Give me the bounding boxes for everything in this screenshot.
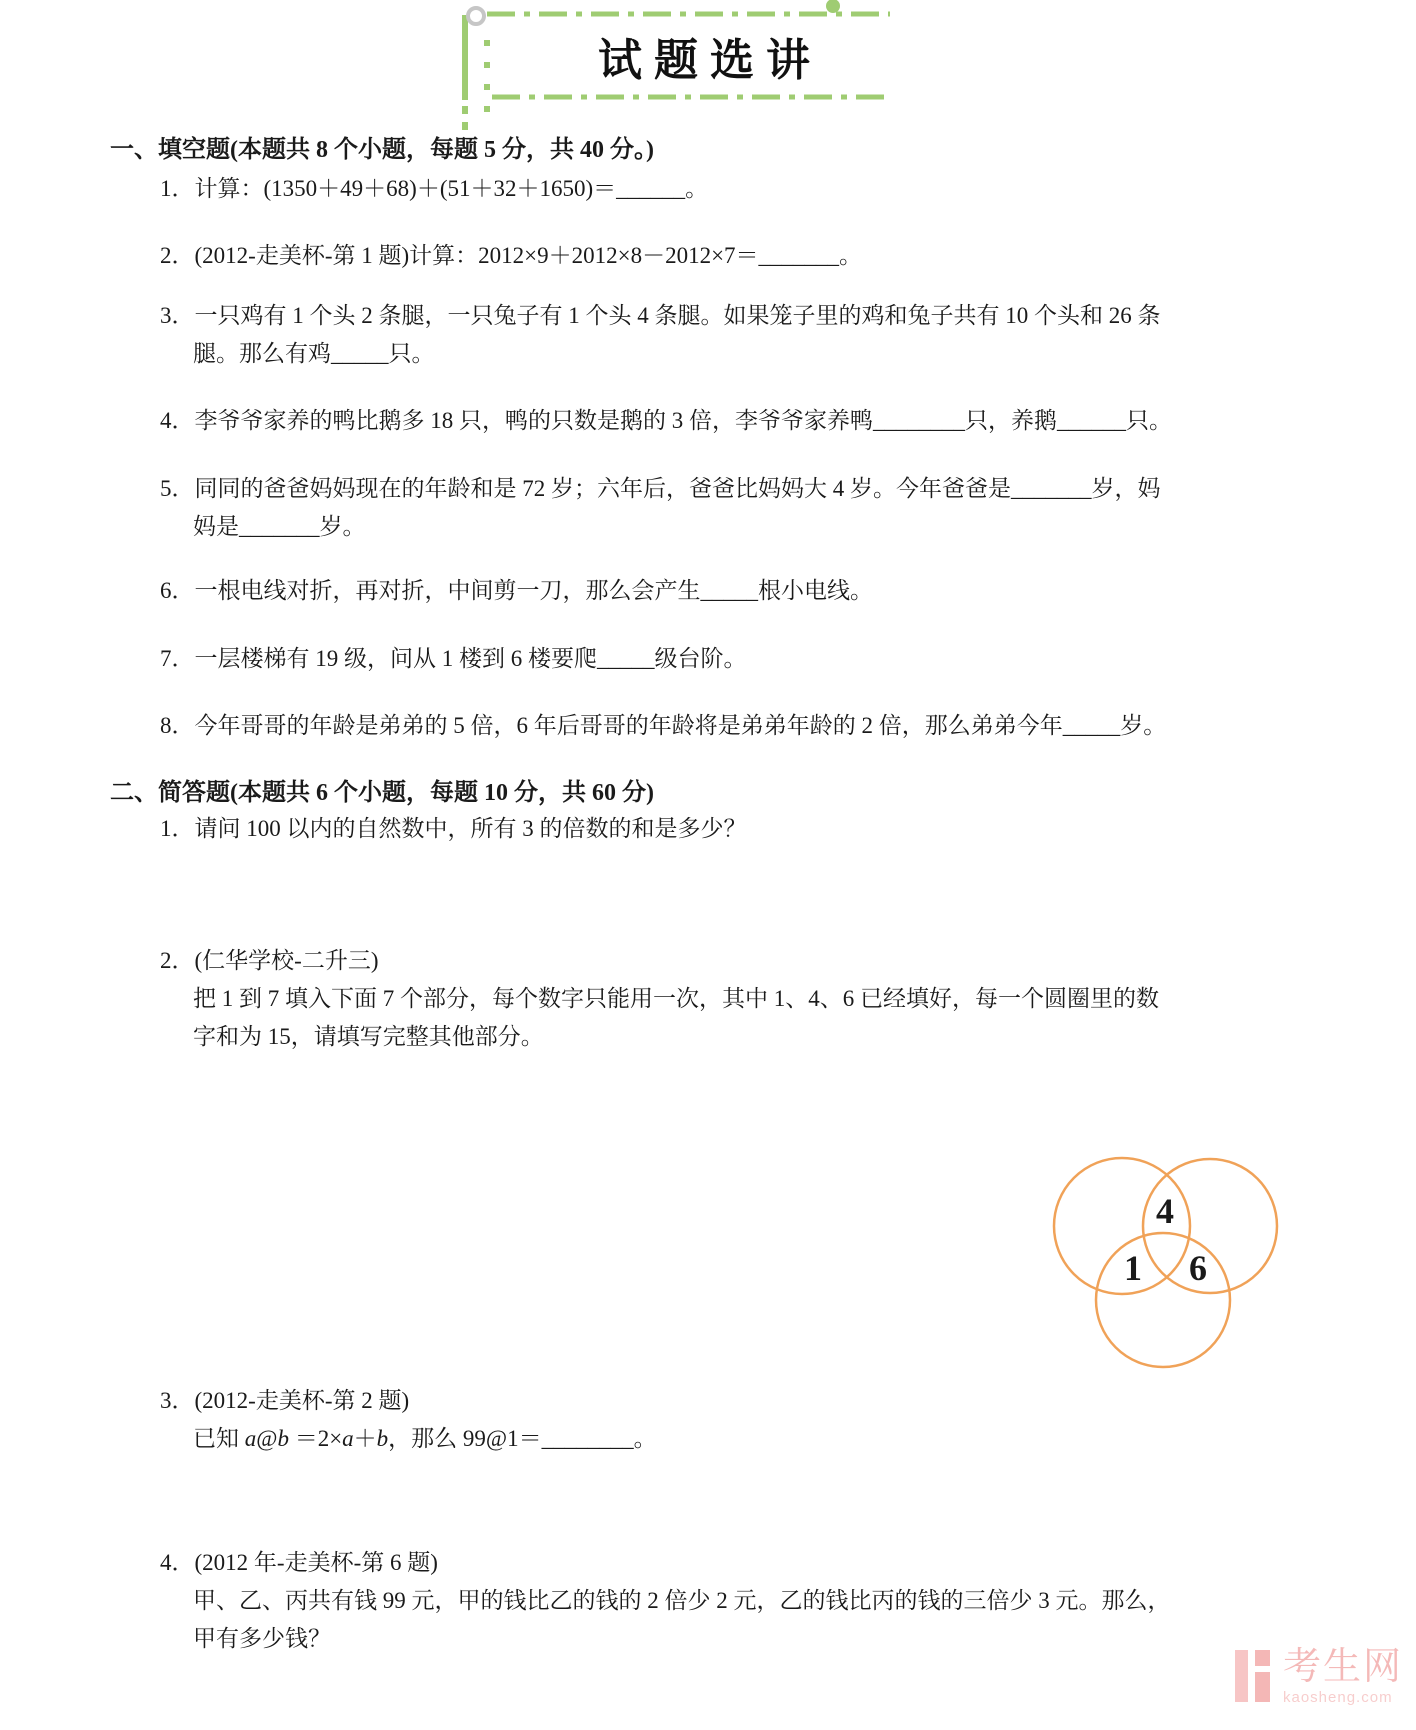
section1-question-1 bbox=[160, 170, 708, 208]
section1-question-2 bbox=[160, 237, 862, 275]
question-line: 8．今年哥哥的年龄是弟弟的 5 倍，6 年后哥哥的年龄将是弟弟年龄的 2 倍，那么弟弟今年_____岁。 bbox=[160, 713, 1167, 738]
question-line: 腿。那么有鸡_____只。 bbox=[193, 341, 435, 366]
venn-diagram bbox=[1020, 1145, 1300, 1380]
logo-square bbox=[1255, 1650, 1270, 1666]
section2-heading: 二、简答题(本题共 6 个小题，每题 10 分，共 60 分) bbox=[110, 780, 654, 806]
formula-at-sign: @ bbox=[256, 1426, 278, 1451]
question-line: 7．一层楼梯有 19 级，问从 1 楼到 6 楼要爬_____级台阶。 bbox=[160, 646, 747, 671]
venn-value-right: 6 bbox=[1189, 1248, 1207, 1288]
section2-question-1 bbox=[160, 810, 747, 848]
question-line: 2．(2012-走美杯-第 1 题)计算：2012×9＋2012×8－2012×7＝_______。 bbox=[160, 243, 863, 268]
question-line: 甲、乙、丙共有钱 99 元，甲的钱比乙的钱的 2 倍少 2 元，乙的钱比丙的钱的三倍少 3 元。那么， bbox=[193, 1588, 1171, 1613]
section1-heading: 一、填空题(本题共 8 个小题，每题 5 分，共 40 分。) bbox=[110, 137, 654, 163]
question-line: 6．一根电线对折，再对折，中间剪一刀，那么会产生_____根小电线。 bbox=[160, 578, 873, 603]
question-line: 甲有多少钱？ bbox=[193, 1626, 331, 1651]
section1-question-6 bbox=[160, 572, 873, 610]
formula-text: ＝2× bbox=[288, 1426, 343, 1451]
section1-question-4 bbox=[160, 402, 1172, 440]
formula-plus: ＋ bbox=[353, 1426, 377, 1451]
kaosheng-logo-icon bbox=[1235, 1646, 1273, 1706]
formula-text: 已知 bbox=[193, 1426, 245, 1451]
question-line: 妈是_______岁。 bbox=[193, 514, 366, 539]
question-line: 2．(仁华学校-二升三) bbox=[160, 948, 379, 973]
question-formula-line bbox=[193, 1420, 657, 1458]
section2-question-3 bbox=[160, 1382, 657, 1458]
question-line: 把 1 到 7 填入下面 7 个部分，每个数字只能用一次，其中 1、4、6 已经填好，每一个圆圈里的数 bbox=[193, 986, 1159, 1011]
question-line: 字和为 15，请填写完整其他部分。 bbox=[193, 1024, 544, 1049]
formula-variable-a: a bbox=[244, 1426, 257, 1451]
section2-question-4 bbox=[160, 1544, 1171, 1658]
formula-variable-b: b bbox=[376, 1426, 389, 1451]
venn-value-top: 4 bbox=[1156, 1191, 1174, 1231]
green-dot-icon bbox=[826, 0, 840, 13]
formula-variable-a: a bbox=[342, 1426, 354, 1451]
section2-question-2 bbox=[160, 942, 1159, 1056]
question-line: 3．(2012-走美杯-第 2 题) bbox=[160, 1388, 410, 1413]
logo-bar-left bbox=[1235, 1650, 1248, 1702]
formula-text: ，那么 99@1＝________。 bbox=[388, 1426, 657, 1451]
question-line: 1．请问 100 以内的自然数中，所有 3 的倍数的和是多少？ bbox=[160, 816, 747, 841]
ring-icon bbox=[468, 8, 484, 24]
section1-question-5 bbox=[160, 470, 1161, 546]
section1-question-7 bbox=[160, 640, 747, 678]
question-line: 4．(2012 年-走美杯-第 6 题) bbox=[160, 1550, 438, 1575]
watermark-site-domain: kaosheng.com bbox=[1283, 1689, 1393, 1706]
logo-bar-right bbox=[1255, 1672, 1270, 1702]
question-line: 4．李爷爷家养的鸭比鹅多 18 只，鸭的只数是鹅的 3 倍，李爷爷家养鸭________只，养鹅______只。 bbox=[160, 408, 1172, 433]
venn-value-left: 1 bbox=[1124, 1248, 1142, 1288]
question-line: 5．同同的爸爸妈妈现在的年龄和是 72 岁；六年后，爸爸比妈妈大 4 岁。今年爸爸是_______岁，妈 bbox=[160, 476, 1161, 501]
watermark-site-name: 考生网 bbox=[1283, 1646, 1404, 1688]
question-line: 1．计算：(1350＋49＋68)＋(51＋32＋1650)＝______。 bbox=[160, 176, 709, 201]
venn-circle-bottom bbox=[1096, 1233, 1230, 1367]
question-line: 3．一只鸡有 1 个头 2 条腿，一只兔子有 1 个头 4 条腿。如果笼子里的鸡和兔子共有 10 个头和 26 条 bbox=[160, 303, 1161, 328]
formula-variable-b: b bbox=[277, 1426, 289, 1451]
page-title: 试题选讲 bbox=[598, 36, 822, 85]
watermark-texts bbox=[1283, 1646, 1403, 1708]
section1-question-8 bbox=[160, 707, 1166, 745]
kaosheng-watermark bbox=[1235, 1646, 1403, 1708]
section1-question-3 bbox=[160, 297, 1161, 373]
